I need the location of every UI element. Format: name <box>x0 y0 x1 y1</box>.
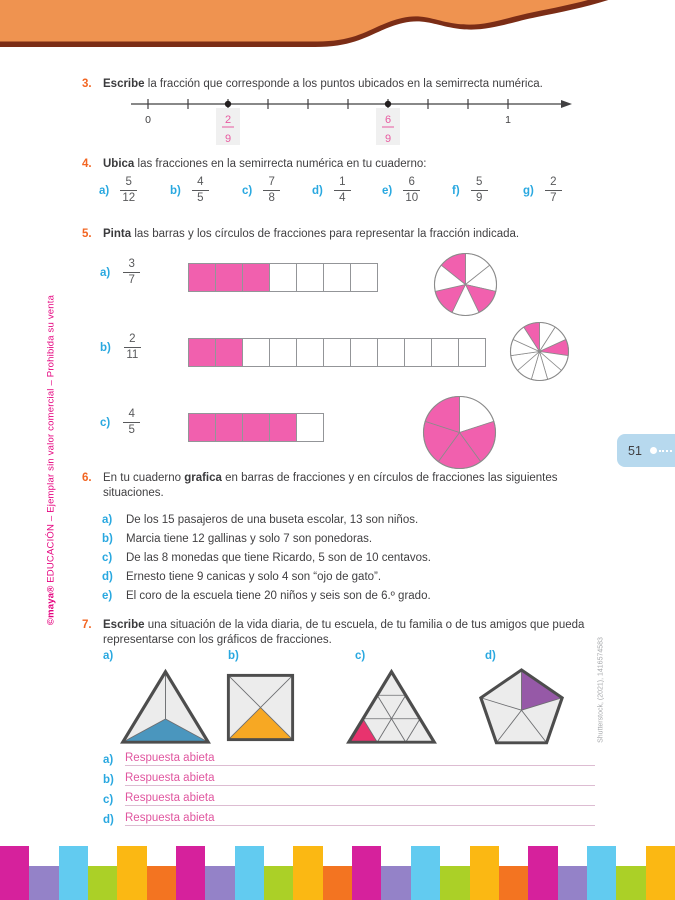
footer-bar <box>528 846 557 900</box>
item-label: e) <box>102 590 113 602</box>
instruction-verb: grafica <box>184 472 222 484</box>
item-text: El coro de la escuela tiene 20 niños y seis son de 6.º grado. <box>126 590 431 602</box>
shape-label-c: c) <box>355 650 366 662</box>
list-item <box>102 514 418 526</box>
denominator: 11 <box>126 348 139 361</box>
instruction-rest: las fracciones en la semirrecta numérica en tu cuaderno: <box>134 158 427 170</box>
instruction-text <box>103 471 613 501</box>
list-item <box>102 533 372 545</box>
answer-row <box>103 752 595 766</box>
exercise-number: 4. <box>82 158 92 170</box>
instruction-verb: Escribe <box>103 78 145 90</box>
denominator: 7 <box>128 273 135 286</box>
denominator: 9 <box>475 191 483 204</box>
fraction <box>123 408 140 438</box>
item-label: a) <box>102 514 113 526</box>
footer-bar <box>205 866 234 900</box>
item-label: e) <box>382 184 393 197</box>
header-wave-decoration <box>0 0 675 56</box>
item-label: f) <box>452 184 460 197</box>
instruction-verb: Escribe <box>103 619 145 631</box>
footer-bar <box>352 846 381 900</box>
fraction-bar <box>188 338 486 367</box>
item-text: De los 15 pasajeros de una buseta escolar, 13 son niños. <box>126 514 419 526</box>
footer-bar <box>440 866 469 900</box>
numerator: 5 <box>120 176 137 191</box>
svg-text:2: 2 <box>224 114 232 126</box>
item-label: c) <box>103 794 114 806</box>
answer-line[interactable]: Respuesta abieta <box>125 792 595 806</box>
fraction-circle <box>422 395 497 475</box>
numerator: 3 <box>123 258 140 273</box>
fraction <box>545 176 562 206</box>
page-number: 51 <box>628 443 642 458</box>
row-c-label <box>100 408 140 438</box>
item-label: c) <box>242 184 253 197</box>
fraction <box>263 176 280 206</box>
exercise-3-instruction <box>82 77 613 92</box>
instruction-rest: una situación de la vida diaria, de tu escuela, de tu familia o de tus amigos que pueda representarse con los gráficos de fracciones. <box>103 619 585 647</box>
fraction-item <box>523 176 562 206</box>
list-item <box>102 552 431 564</box>
numerator: 2 <box>545 176 562 191</box>
instruction-rest: en barras de fracciones y en círculos de fracciones las siguientes situaciones. <box>103 472 558 500</box>
footer-bar <box>59 846 88 900</box>
denominator: 10 <box>405 191 419 204</box>
fraction <box>192 176 209 206</box>
exercise-number: 6. <box>82 472 92 484</box>
list-item <box>102 571 381 583</box>
instruction-text <box>103 618 613 648</box>
exercise-number: 3. <box>82 78 92 90</box>
footer-bar <box>0 846 29 900</box>
footer-bar <box>117 846 146 900</box>
footer-bar <box>176 846 205 900</box>
svg-text:6: 6 <box>384 114 392 126</box>
fraction-item <box>99 176 137 206</box>
fraction-item <box>170 176 209 206</box>
list-item <box>102 590 431 602</box>
denominator: 5 <box>197 191 204 204</box>
footer-bar <box>587 846 616 900</box>
row-a-label <box>100 258 140 288</box>
exercise-4-instruction <box>82 157 613 172</box>
fraction <box>403 176 420 206</box>
item-label: b) <box>102 533 113 545</box>
square-quarters-figure <box>224 671 297 744</box>
shape-label-a: a) <box>103 650 114 662</box>
publisher-notice: EDUCACIÓN – Ejemplar sin valor comercial – Prohibida su venta <box>45 294 57 586</box>
denominator: 12 <box>122 191 136 204</box>
publisher-side-text <box>46 295 57 625</box>
footer-bar <box>616 866 645 900</box>
exercise-6-instruction <box>82 471 613 501</box>
numerator: 7 <box>263 176 280 191</box>
footer-bar <box>499 866 528 900</box>
row-b-label <box>100 333 141 363</box>
instruction-text <box>103 77 613 92</box>
item-label: g) <box>523 184 534 197</box>
item-label: b) <box>100 341 111 354</box>
svg-text:1: 1 <box>505 114 511 126</box>
numerator: 2 <box>124 333 141 348</box>
photo-credit-text: Shutterstock, (2021), 1416574583 <box>597 637 605 743</box>
answer-row <box>103 772 595 786</box>
item-label: a) <box>99 184 110 197</box>
triangle-thirds-figure <box>118 667 213 747</box>
instruction-text <box>103 227 613 242</box>
answer-line[interactable]: Respuesta abieta <box>125 772 595 786</box>
footer-bar <box>235 846 264 900</box>
fraction-circle <box>509 321 570 387</box>
numerator: 1 <box>334 176 351 191</box>
footer-bar <box>470 846 499 900</box>
footer-bar <box>558 866 587 900</box>
fraction <box>124 333 141 363</box>
exercise-number: 5. <box>82 228 92 240</box>
shape-label-b: b) <box>228 650 239 662</box>
denominator: 5 <box>128 423 135 436</box>
instruction-verb: Pinta <box>103 228 132 240</box>
item-label: b) <box>170 184 181 197</box>
item-label: c) <box>100 416 111 429</box>
numerator: 5 <box>471 176 488 191</box>
fraction-item <box>242 176 280 206</box>
footer-bar <box>411 846 440 900</box>
numerator: 4 <box>192 176 209 191</box>
instruction-pre: En tu cuaderno <box>103 472 185 484</box>
fraction-bar <box>188 263 378 292</box>
numerator: 6 <box>403 176 420 191</box>
shape-label-d: d) <box>485 650 496 662</box>
fraction-item <box>312 176 351 206</box>
fraction-item <box>452 176 488 206</box>
footer-bar <box>29 866 58 900</box>
page-number-tab <box>617 434 675 467</box>
item-label: d) <box>103 814 114 826</box>
item-label: d) <box>312 184 323 197</box>
footer-bar <box>381 866 410 900</box>
dotted-line-decoration <box>659 450 672 452</box>
footer-bar <box>646 846 675 900</box>
item-label: b) <box>103 774 114 786</box>
item-text: Marcia tiene 12 gallinas y solo 7 son ponedoras. <box>126 533 373 545</box>
svg-text:9: 9 <box>224 133 232 145</box>
number-line <box>125 92 585 157</box>
instruction-text <box>103 157 613 172</box>
fraction <box>120 176 137 206</box>
item-label: d) <box>102 571 113 583</box>
footer-bar <box>147 866 176 900</box>
exercise-number: 7. <box>82 619 92 631</box>
denominator: 7 <box>550 191 557 204</box>
dot-icon <box>650 447 657 454</box>
instruction-verb: Ubica <box>103 158 135 170</box>
fraction-circle <box>433 252 498 322</box>
answer-row <box>103 812 595 826</box>
exercise-5-instruction <box>82 227 613 242</box>
instruction-rest: la fracción que corresponde a los puntos ubicados en la semirrecta numérica. <box>144 78 543 90</box>
answer-line[interactable]: Respuesta abieta <box>125 812 595 826</box>
fraction <box>471 176 488 206</box>
footer-bar <box>88 866 117 900</box>
denominator: 8 <box>268 191 275 204</box>
item-text: Ernesto tiene 9 canicas y solo 4 son “ojo de gato”. <box>126 571 382 583</box>
numerator: 4 <box>123 408 140 423</box>
answer-line[interactable]: Respuesta abieta <box>125 752 595 766</box>
item-label: a) <box>100 266 111 279</box>
instruction-rest: las barras y los círculos de fracciones para representar la fracción indicada. <box>131 228 520 240</box>
pentagon-fifths-figure <box>477 664 566 748</box>
denominator: 4 <box>339 191 346 204</box>
fraction <box>334 176 351 206</box>
item-label: c) <box>102 552 113 564</box>
footer-bar <box>293 846 322 900</box>
footer-color-bars-decoration <box>0 846 675 900</box>
svg-text:0: 0 <box>145 114 151 126</box>
publisher-brand: ©maya® <box>45 585 57 626</box>
fraction-item <box>382 176 420 206</box>
item-text: De las 8 monedas que tiene Ricardo, 5 son de 10 centavos. <box>126 552 431 564</box>
fraction-bar <box>188 413 324 442</box>
exercise-7-instruction <box>82 618 613 648</box>
footer-bar <box>264 866 293 900</box>
triangle-ninths-figure <box>344 667 439 747</box>
svg-text:9: 9 <box>384 133 392 145</box>
answer-row <box>103 792 595 806</box>
fraction <box>123 258 140 288</box>
item-label: a) <box>103 754 114 766</box>
footer-bar <box>323 866 352 900</box>
